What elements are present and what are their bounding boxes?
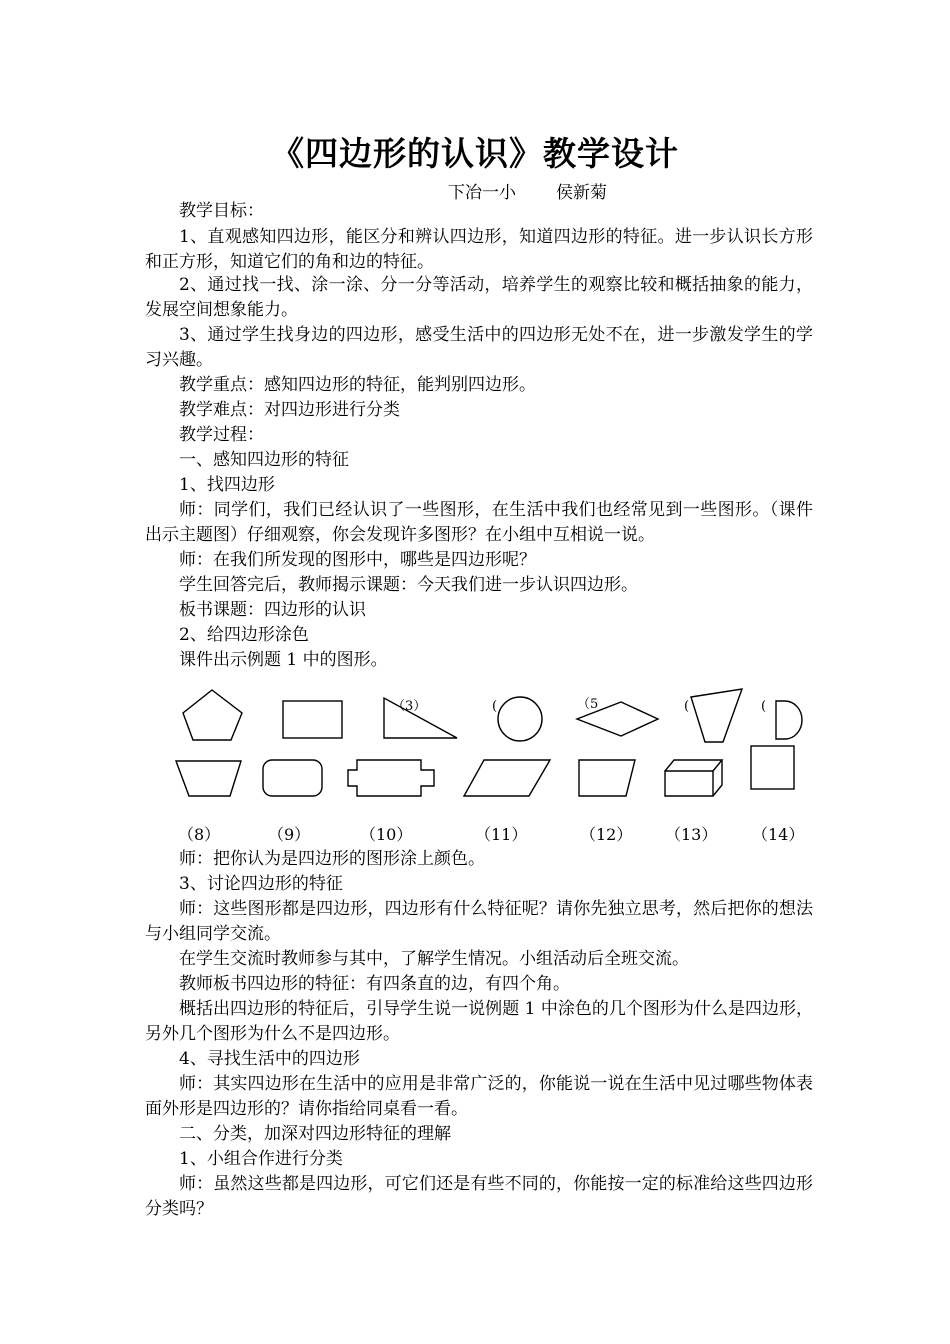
circle-shape <box>498 697 542 741</box>
feature-question: 师：这些图形都是四边形，四边形有什么特征呢？请你先独立思考，然后把你的想法与小组同学交流。 <box>145 899 813 944</box>
square-shape <box>751 746 794 789</box>
fig-label-3: （3） <box>392 699 427 714</box>
step-1-heading: 1、找四边形 <box>179 475 275 495</box>
teacher-participation: 在学生交流时教师参与其中，了解学生情况。小组活动后全班交流。 <box>179 949 689 969</box>
fig-label-4-fragment: ( <box>492 699 498 714</box>
author-name: 侯新菊 <box>556 183 607 203</box>
reveal-topic: 学生回答完后，教师揭示课题：今天我们进一步认识四边形。 <box>179 575 638 595</box>
teacher-intro: 师：同学们，我们已经认识了一些图形，在生活中我们也经常见到一些图形。（课件出示主题图）仔细观察，你会发现许多图形？在小组中互相说一说。 <box>145 500 813 545</box>
step-3-heading: 3、讨论四边形的特征 <box>179 874 343 894</box>
board-title: 板书课题：四边形的认识 <box>179 600 366 620</box>
fig-label-8: （8） <box>178 825 221 844</box>
process-heading: 教学过程： <box>179 425 264 445</box>
coloring-instruction: 师：把你认为是四边形的图形涂上颜色。 <box>179 849 485 869</box>
trapezoid-irregular-shape <box>691 689 742 742</box>
step-4-heading: 4、寻找生活中的四边形 <box>179 1049 360 1069</box>
slanted-quad-shape <box>579 760 635 796</box>
fig-label-7-fragment: ( <box>761 699 767 714</box>
section-1-heading: 一、感知四边形的特征 <box>179 450 349 470</box>
fig-label-5-fragment: （5 <box>577 697 599 712</box>
rectangle-shape <box>283 701 342 738</box>
objective-3: 3、通过学生找身边的四边形，感受生活中的四边形无处不在，进一步激发学生的学习兴趣。 <box>145 325 813 370</box>
d-shape <box>776 701 802 739</box>
box-top-face <box>665 760 722 771</box>
rounded-rectangle-shape <box>263 760 322 796</box>
notched-rectangle-shape <box>348 760 434 796</box>
fig-label-14: （14） <box>752 825 805 844</box>
example-intro: 课件出示例题 1 中的图形。 <box>179 650 388 670</box>
objective-1: 1、直观感知四边形，能区分和辨认四边形，知道四边形的特征。进一步认识长方形和正方形，知道它们的角和边的特征。 <box>145 227 813 272</box>
box-front-face <box>665 771 713 796</box>
section-2-heading: 二、分类，加深对四边形特征的理解 <box>179 1124 451 1144</box>
parallelogram-shape <box>464 760 550 796</box>
guide-explanation: 概括出四边形的特征后，引导学生说一说例题 1 中涂色的几个图形为什么是四边形，另外几个图形为什么不是四边形。 <box>145 999 813 1044</box>
step-2-heading: 2、给四边形涂色 <box>179 625 309 645</box>
fig-label-13: （13） <box>665 825 718 844</box>
author-school: 下冶一小 <box>448 183 516 203</box>
fig-label-12: （12） <box>580 825 633 844</box>
fig-label-9: （9） <box>268 825 311 844</box>
classify-question: 师：虽然这些都是四边形，可它们还是有些不同的，你能按一定的标准给这些四边形分类吗？ <box>145 1174 813 1219</box>
objective-2: 2、通过找一找、涂一涂、分一分等活动，培养学生的观察比较和概括抽象的能力，发展空间想象能力。 <box>145 275 813 320</box>
fig-label-11: （11） <box>475 825 528 844</box>
teacher-question: 师：在我们所发现的图形中，哪些是四边形呢？ <box>179 550 536 570</box>
group-classify-heading: 1、小组合作进行分类 <box>179 1149 343 1169</box>
fig-label-6-fragment: ( <box>684 699 690 714</box>
key-point: 教学重点：感知四边形的特征，能判别四边形。 <box>179 375 536 395</box>
difficult-point: 教学难点：对四边形进行分类 <box>179 400 400 420</box>
pentagon-shape <box>183 690 242 740</box>
trapezoid-shape <box>176 761 241 796</box>
objectives-heading: 教学目标： <box>179 201 264 221</box>
board-features: 教师板书四边形的特征：有四条直的边，有四个角。 <box>179 974 570 994</box>
real-life-question: 师：其实四边形在生活中的应用是非常广泛的，你能说一说在生活中见过哪些物体表面外形是四边形的？请你指给同桌看一看。 <box>145 1074 813 1119</box>
fig-label-10: （10） <box>360 825 413 844</box>
page-title: 《四边形的认识》教学设计 <box>271 134 679 173</box>
